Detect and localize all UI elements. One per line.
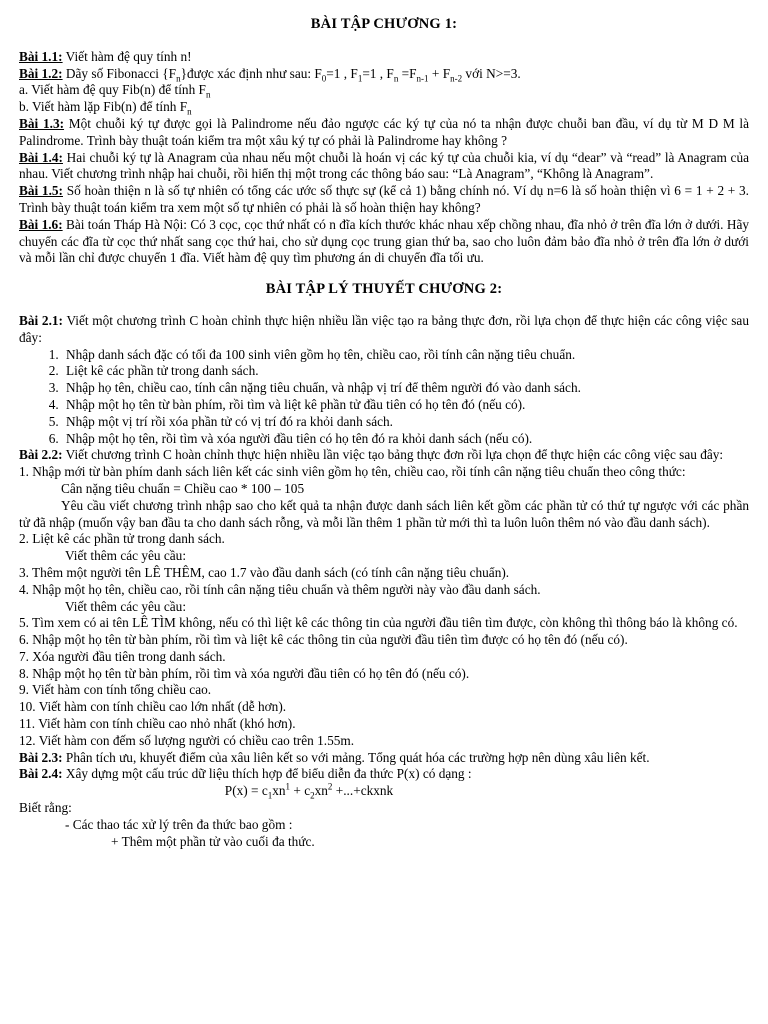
exercise-2-1-list (19, 347, 749, 448)
exercise-label: Bài 2.3: (19, 749, 63, 765)
exercise-text: =F (398, 65, 417, 81)
formula-part: xn (272, 783, 286, 799)
subscript: n-2 (450, 73, 463, 84)
exercise-2-2-item-9: 9. Viết hàm con tính tổng chiều cao. (19, 682, 212, 698)
exercise-2-2-item-10: 10. Viết hàm con tính chiều cao lớn nhất (dễ hơn). (19, 699, 287, 715)
subscript: 0 (321, 73, 327, 84)
exercise-text: =1 , F (362, 65, 394, 81)
exercise-text: + F (428, 65, 451, 81)
sub-item-text: a. Viết hàm đệ quy Fib(n) để tính F (19, 82, 206, 98)
exercise-label: Bài 1.6: (19, 216, 63, 232)
exercise-text: Xây dựng một cấu trúc dữ liệu thích hợp để biểu diễn đa thức P(x) có dạng : (62, 766, 472, 782)
polynomial-formula (19, 783, 749, 800)
exercise-label: Bài 2.4: (19, 766, 63, 782)
exercise-2-2-item-11: 11. Viết hàm con tính chiều cao nhỏ nhất (khó hơn). (19, 716, 296, 732)
exercise-1-1 (19, 49, 749, 66)
subscript: n-1 (416, 73, 429, 84)
exercise-text: Hai chuỗi ký tự là Anagram của nhau nếu một chuỗi là hoán vị các ký tự của chuỗi kia, ví dụ “dear” và “read” là Anagram của nhau. Viết chương trình nhập hai chuỗi, rồi hiển thị một trong các thông báo sau: “Là Anagram”, “Không là Anagram”. (19, 149, 749, 182)
chapter-1-title: BÀI TẬP CHƯƠNG 1: (310, 16, 458, 32)
exercise-2-2-item-4: 4. Nhập một họ tên, chiều cao, rồi tính cân nặng tiêu chuẩn và thêm người này vào đầu danh sách. (19, 581, 541, 597)
exercise-text: Một chuỗi ký tự được gọi là Palindrome nếu đảo ngược các ký tự của nó ta nhận được chuỗi ban đầu, ví dụ từ M D M là Palindrome. Trình bày thuật toán kiểm tra một xâu ký tự có phải là Palindrome hay không ? (19, 115, 749, 148)
exercise-label: Bài 1.1: (19, 48, 63, 64)
subscript: n (393, 73, 399, 84)
chapter-2-title: BÀI TẬP LÝ THUYẾT CHƯƠNG 2: (265, 281, 503, 298)
exercise-text: Bài toán Tháp Hà Nội: Có 3 cọc, cọc thứ nhất có n đĩa kích thước khác nhau xếp chồng nhau, đĩa nhỏ ở trên đĩa lớn ở dưới. Hãy chuyển các đĩa từ cọc thứ nhất sang cọc thứ hai, cho sử dụng cọc trung gian thứ ba, sao cho luôn đảm bảo đĩa nhỏ ở trên đĩa lớn ở dưới và mỗi lần chỉ được chuyển 1 đĩa. Viết hàm đệ quy tìm phương án di chuyển đĩa tối ưu. (19, 216, 749, 266)
exercise-text: Viết hàm đệ quy tính n! (62, 48, 192, 64)
exercise-1-3 (19, 116, 749, 150)
exercise-label: Bài 1.5: (19, 183, 63, 199)
formula: Cân nặng tiêu chuẩn = Chiều cao * 100 – 105 (61, 480, 305, 496)
subscript: n (187, 106, 192, 117)
exercise-label: Bài 2.1: (19, 312, 63, 328)
exercise-2-2-item-8: 8. Nhập một họ tên từ bàn phím, rồi tìm và xóa người đầu tiên có họ tên đó (nếu có). (19, 665, 470, 681)
superscript: 1 (285, 781, 291, 792)
exercise-label: Bài 2.2: (19, 447, 63, 463)
list-item: 1. Nhập danh sách đặc có tối đa 100 sinh viên gồm họ tên, chiều cao, rồi tính cân nặng tiêu chuẩn. (62, 347, 749, 364)
exercise-2-1 (19, 313, 749, 347)
exercise-text: Viết chương trình C hoàn chỉnh thực hiện nhiều lần việc tạo bảng thực đơn rồi lựa chọn để thực hiện các công việc sau đây: (62, 447, 724, 463)
exercise-2-2-item-12: 12. Viết hàm con đếm số lượng người có chiều cao trên 1.55m. (19, 732, 355, 748)
exercise-text: Viết một chương trình C hoàn chỉnh thực hiện nhiều lần việc tạo ra bảng thực đơn, rồi lựa chọn để thực hiện các công việc sau đây: (19, 312, 749, 345)
requirement-text (19, 498, 749, 532)
exercise-text: Phân tích ưu, khuyết điểm của xâu liên kết so với mảng. Tổng quát hóa các trường hợp nên dùng xâu liên kết. (62, 749, 650, 765)
exercise-1-2 (19, 66, 749, 83)
formula-part: +...+ckxnk (332, 783, 394, 799)
exercise-2-3 (19, 750, 749, 767)
subscript: 1 (357, 73, 363, 84)
superscript: 2 (327, 781, 333, 792)
list-item: 4. Nhập một họ tên từ bàn phím, rồi tìm và liệt kê phần tử đầu tiên có họ tên đó (nếu có). (62, 397, 749, 414)
exercise-1-6 (19, 217, 749, 267)
operations-heading: - Các thao tác xử lý trên đa thức bao gồm : (65, 816, 293, 832)
extra-requirements-heading: Viết thêm các yêu cầu: (65, 548, 187, 564)
list-item: 3. Nhập họ tên, chiều cao, tính cân nặng tiêu chuẩn, và nhập vị trí để thêm người đó vào danh sách. (62, 380, 749, 397)
extra-requirements-heading: Viết thêm các yêu cầu: (65, 598, 187, 614)
exercise-label: Bài 1.2: (19, 65, 63, 81)
requirement-body: Yêu cầu viết chương trình nhập sao cho kết quả ta nhận được danh sách liên kết gồm các phần tử có thứ tự ngược với các phần tử đã nhập (muốn vậy ban đầu ta cho danh sách rỗng, và mỗi lần thêm 1 phần tử mới thì ta luôn luôn thêm nó vào đầu danh sách). (19, 497, 749, 530)
exercise-1-2-a (19, 82, 749, 99)
exercise-1-4 (19, 150, 749, 184)
exercise-text: với N>=3. (462, 65, 521, 81)
subscript: 2 (310, 790, 315, 801)
formula-part: xn (314, 783, 328, 799)
exercise-1-2-b (19, 99, 749, 116)
subscript: n (205, 90, 211, 101)
exercise-text: =1 , F (326, 65, 358, 81)
exercise-1-5 (19, 183, 749, 217)
sub-item-text: b. Viết hàm lặp Fib(n) để tính F (19, 99, 188, 115)
exercise-2-2-item-3: 3. Thêm một người tên LÊ THÊM, cao 1.7 vào đầu danh sách (có tính cân nặng tiêu chuẩn). (19, 564, 510, 580)
subscript: n (176, 73, 181, 84)
subscript: 1 (267, 790, 273, 801)
formula-part: P(x) = c (224, 783, 268, 799)
exercise-2-2-item-7: 7. Xóa người đầu tiên trong danh sách. (19, 648, 226, 664)
exercise-2-4 (19, 766, 749, 783)
exercise-label: Bài 1.4: (19, 149, 63, 165)
known-heading: Biết rằng: (19, 800, 72, 816)
exercise-text: Số hoàn thiện n là số tự nhiên có tổng các ước số thực sự (kể cả 1) bằng chính nó. Ví dụ n=6 là số hoàn thiện vì 6 = 1 + 2 + 3. Trình bày thuật toán kiểm tra xem một số tự nhiên có phải là số hoàn thiện hay không? (19, 183, 749, 215)
exercise-text: Dãy số Fibonacci {F (62, 65, 177, 81)
formula-part: + c (290, 783, 311, 799)
exercise-2-2-item-2: 2. Liệt kê các phần tử trong danh sách. (19, 531, 225, 547)
exercise-2-2 (19, 447, 749, 464)
exercise-2-2-item-6: 6. Nhập một họ tên từ bàn phím, rồi tìm và liệt kê các thông tin của người đầu tiên tìm được có họ tên đó (nếu có). (19, 632, 628, 648)
list-item: 5. Nhập một vị trí rồi xóa phần tử có vị trí đó ra khỏi danh sách. (62, 414, 749, 431)
operation-item: + Thêm một phần tử vào cuối đa thức. (111, 833, 315, 849)
exercise-text: }được xác định như sau: F (180, 65, 322, 81)
exercise-2-2-item-1: 1. Nhập mới từ bàn phím danh sách liên kết các sinh viên gồm họ tên, chiều cao, rồi tính cân nặng tiêu chuẩn theo công thức: (19, 464, 686, 480)
list-item: 2. Liệt kê các phần tử trong danh sách. (62, 363, 749, 380)
exercise-2-2-item-5: 5. Tìm xem có ai tên LÊ TÌM không, nếu có thì liệt kê các thông tin của người đầu tiên tìm được, còn không thì thông báo là không có. (19, 615, 738, 631)
exercise-label: Bài 1.3: (19, 115, 65, 131)
list-item: 6. Nhập một họ tên, rồi tìm và xóa người đầu tiên có họ tên đó ra khỏi danh sách (nếu có). (62, 431, 749, 448)
